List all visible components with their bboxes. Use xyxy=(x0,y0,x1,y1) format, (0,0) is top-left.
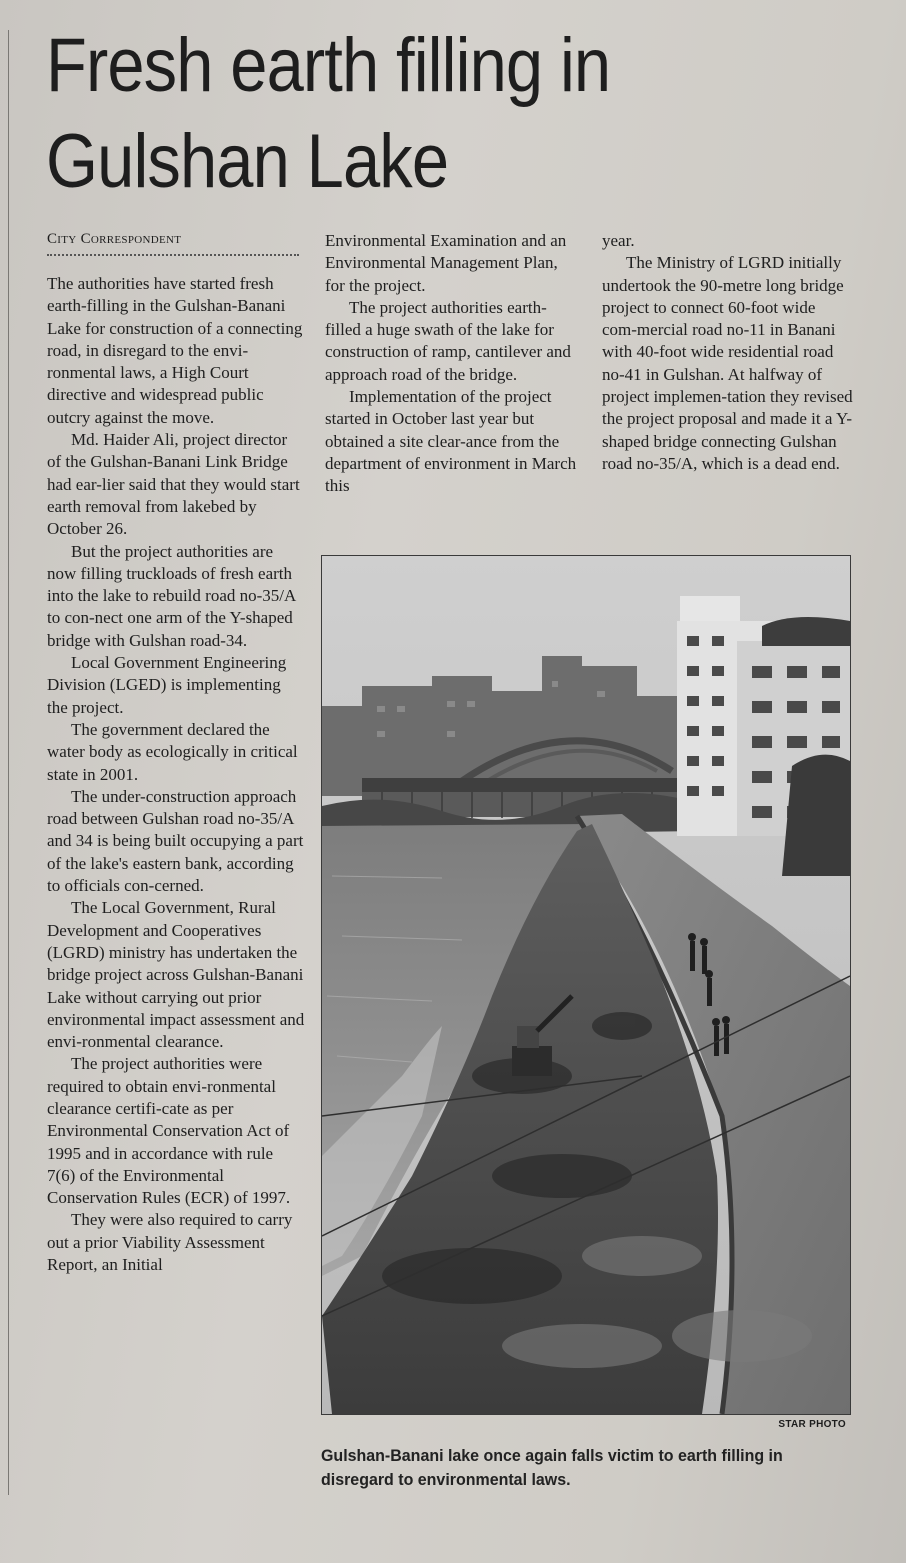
photo-credit: STAR PHOTO xyxy=(778,1419,846,1430)
paragraph: Environmental Examination and an Environmental Management Plan, for the project. xyxy=(325,231,567,295)
article-column-3 xyxy=(602,230,854,475)
news-photo xyxy=(321,555,851,1415)
column-rule xyxy=(8,30,9,1495)
paragraph: The Ministry of LGRD initially undertook the 90-metre long bridge project to connect 60-foot wide com-mercial road no-11 in Banani with 40-foot wide residential road no-41 in Gulshan. At halfway of project implemen-tation they revised the project proposal and made it a Y-shaped bridge connecting Gulshan road no-35/A, which is a dead end. xyxy=(602,253,853,473)
paragraph: Implementation of the project started in October last year but obtained a site clear-ance from the department of environment in March this xyxy=(325,387,577,496)
article-column-1 xyxy=(47,273,305,1276)
paragraph: The government declared the water body as ecologically in critical state in 2001. xyxy=(47,719,298,784)
paragraph: The project authorities were required to obtain envi-ronmental clearance certifi-cate as per Environmental Conservation Act of 1995 and in accordance with rule 7(6) of the Environmental Conservation Rules (ECR) of 1997. xyxy=(47,1054,291,1208)
paragraph: Md. Haider Ali, project director of the Gulshan-Banani Link Bridge had ear-lier said that they would start earth removal from lakebed by October 26. xyxy=(47,430,300,539)
article-column-2 xyxy=(325,230,581,498)
paragraph: Local Government Engineering Division (LGED) is implementing the project. xyxy=(47,653,287,717)
byline: City Correspondent xyxy=(47,231,299,256)
paragraph: They were also required to carry out a prior Viability Assessment Report, an Initial xyxy=(47,1210,293,1275)
paragraph: The project authorities earth-filled a huge swath of the lake for construction of ramp, cantilever and approach road of the bridge. xyxy=(325,297,571,384)
paragraph: The under-construction approach road between Gulshan road no-35/A and 34 is being built occupying a part of the lake's eastern bank, according to officials con-cerned. xyxy=(47,786,304,896)
paragraph: The Local Government, Rural Development and Cooperatives (LGRD) ministry has undertaken the bridge project across Gulshan-Banani Lake without carrying out prior environmental impact assessment and envi-ronmental clearance. xyxy=(47,898,305,1052)
right-trees xyxy=(782,755,850,876)
paragraph: year. xyxy=(602,231,635,250)
headline: Fresh earth filling in Gulshan Lake xyxy=(46,23,611,204)
paragraph: But the project authorities are now filling truckloads of fresh earth into the lake to rebuild road no-35/A to con-nect one arm of the Y-shaped bridge with Gulshan road-34. xyxy=(47,541,296,650)
paragraph: The authorities have started fresh earth-filling in the Gulshan-Banani Lake for construction of a connecting road, in disregard to the envi-ronmental laws, a High Court directive and widespread public outcry against the move. xyxy=(47,274,303,427)
photo-caption: Gulshan-Banani lake once again falls victim to earth filling in disregard to environmental laws. xyxy=(321,1446,783,1489)
